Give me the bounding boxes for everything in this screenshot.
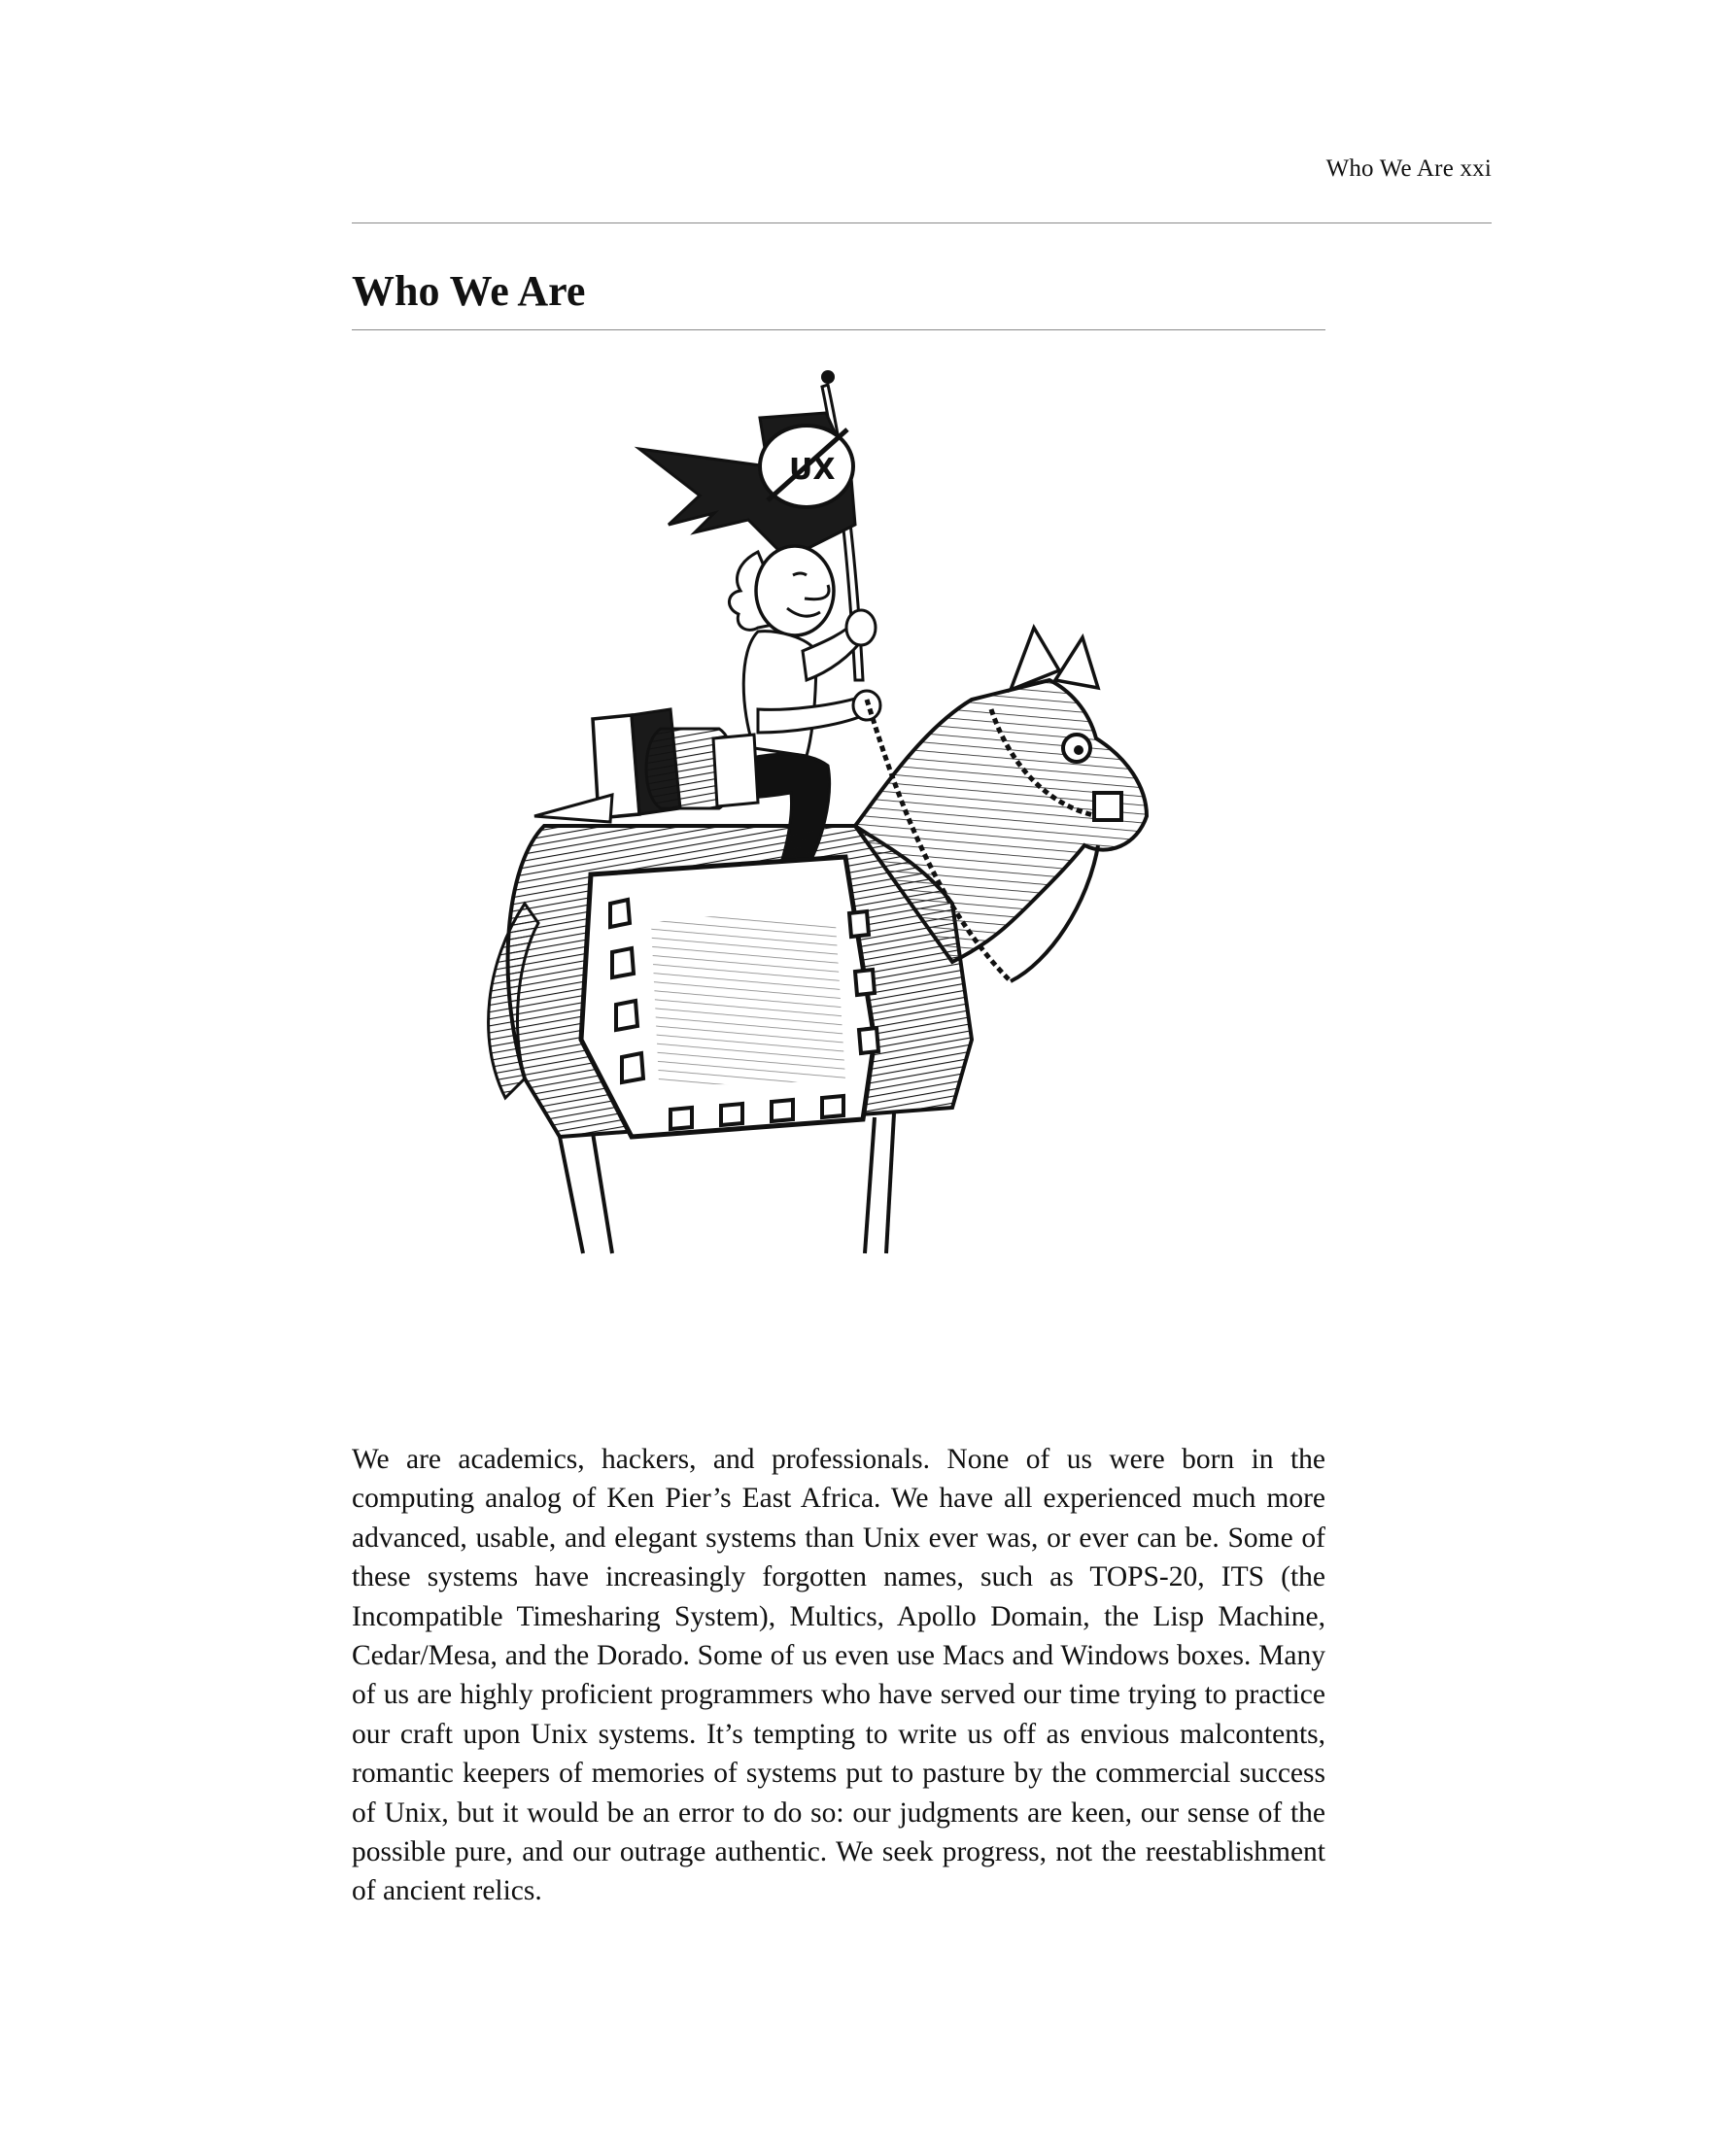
pirate-flag [639,413,855,559]
body-paragraph: We are academics, hackers, and professionals. None of us were born in the computing analog of Ken Pier’s East Africa. We have all experienced much more advanced, usable, and elegant systems than Unix ever was, or ever can be. Some of these systems have increasingly forgotten names, such as TOPS-20, ITS (the Incompatible Timesharing System), Multics, Apollo Domain, the Lisp Machine, Cedar/Mesa, and the Dorado. Some of us even use Macs and Windows boxes. Many of us are highly proficient programmers who have served our time trying to practice our craft upon Unix systems. It’s tempting to write us off as envious malcontents, romantic keepers of memories of systems put to pasture by the commercial success of Unix, but it would be an error to do so: our judgments are keen, our sense of the possible pure, and our outrage authentic. We seek progress, not the reestablishment of ancient relics. [352,1444,1325,1907]
knight-on-horse-illustration [466,359,1244,1283]
chapter-title: Who We Are [352,267,586,315]
flag-emblem-text: UX [789,453,836,487]
title-rule [352,329,1325,330]
header-rule [352,222,1492,223]
running-head: Who We Are xxi [1325,155,1492,182]
luggage [534,709,758,822]
